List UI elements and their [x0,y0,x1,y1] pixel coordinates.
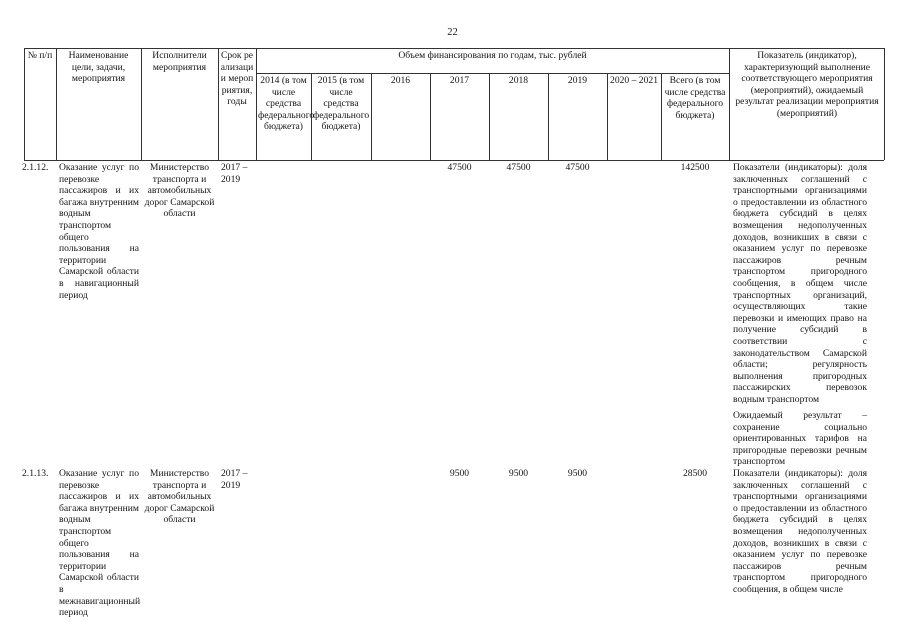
row-result: Ожидаемый результат – сохранение социально ориентированных тарифов на пригородные перевозки речным транспортом [733,410,867,468]
row-term: 2017 – 2019 [221,162,248,185]
header-indicator: Показатель (индикатор), характеризующий выполнение соответствующего мероприятия (мероприятий), ожидаемый результат реализации мероприятия (мероприятий) [735,50,879,119]
row-term: 2017 – 2019 [221,468,248,491]
row-value-2017: 47500 [447,162,472,173]
row-value-2017: 9500 [449,468,470,479]
row-name: Оказание услуг по перевозке пассажиров и их багажа внутренним водным транспортом общего пользования на территории Самарской области в навигационный период [59,162,139,301]
row-name: Оказание услуг по перевозке пассажиров и их багажа внутренним водным транспортом общего пользования на территории Самарской области в межнавигационный период [59,468,141,619]
row-total: 28500 [683,468,707,479]
row-indicator: Показатели (индикаторы): доля заключенных соглашений с транспортными организациями о предоставлении из областного бюджета субсидий в целях возмещения недополученных доходов, возникших в связи с оказанием услуг по перевозке пассажиров речным транспортом пригородного сообщения, в общем числе транспортных организаций, осуществляющих такие перевозки и имеющих право на получение субсидий в соответствии с законодательством Самарской области; регулярность выполнения пригородных пассажирских перевозок водным транспортом [733,162,867,405]
header-2018: 2018 [508,75,529,86]
row-executor: Министерство транспорта и автомобильных дорог Самарской области [144,468,215,526]
row-executor: Министерство транспорта и автомобильных дорог Самарской области [144,162,215,220]
row-total: 142500 [680,162,710,173]
header-2020-2021: 2020 – 2021 [610,75,658,86]
row-value-2019: 9500 [567,468,588,479]
row-num: 2.1.12. [22,162,49,173]
header-2014: 2014 (в том числе средства федерального бюджета) [258,75,315,133]
row-num: 2.1.13. [22,468,49,479]
header-name: Наименование цели, задачи, мероприятия [68,50,129,85]
header-2015: 2015 (в том числе средства федерального бюджета) [313,75,370,133]
page-number: 22 [447,27,458,38]
header-2019: 2019 [567,75,588,86]
header-total: Всего (в том числе средства федерального бюджета) [664,75,726,121]
header-term: Срок реализации мероприятия, годы [220,50,254,108]
row-value-2018: 47500 [506,162,531,173]
header-num: № п/п [27,50,53,61]
row-value-2019: 47500 [565,162,590,173]
header-executors: Исполнители мероприятия [152,50,207,73]
row-indicator: Показатели (индикаторы): доля заключенных соглашений с транспортными организациями о предоставлении из областного бюджета субсидий в целях возмещения недополученных доходов, возникших в связи с оказанием услуг по перевозке пассажиров речным транспортом пригородного сообщения, в общем числе [733,468,867,595]
row-value-2018: 9500 [508,468,529,479]
header-2017: 2017 [449,75,470,86]
header-funding: Объем финансирования по годам, тыс. рублей [398,50,587,61]
header-2016: 2016 [390,75,411,86]
